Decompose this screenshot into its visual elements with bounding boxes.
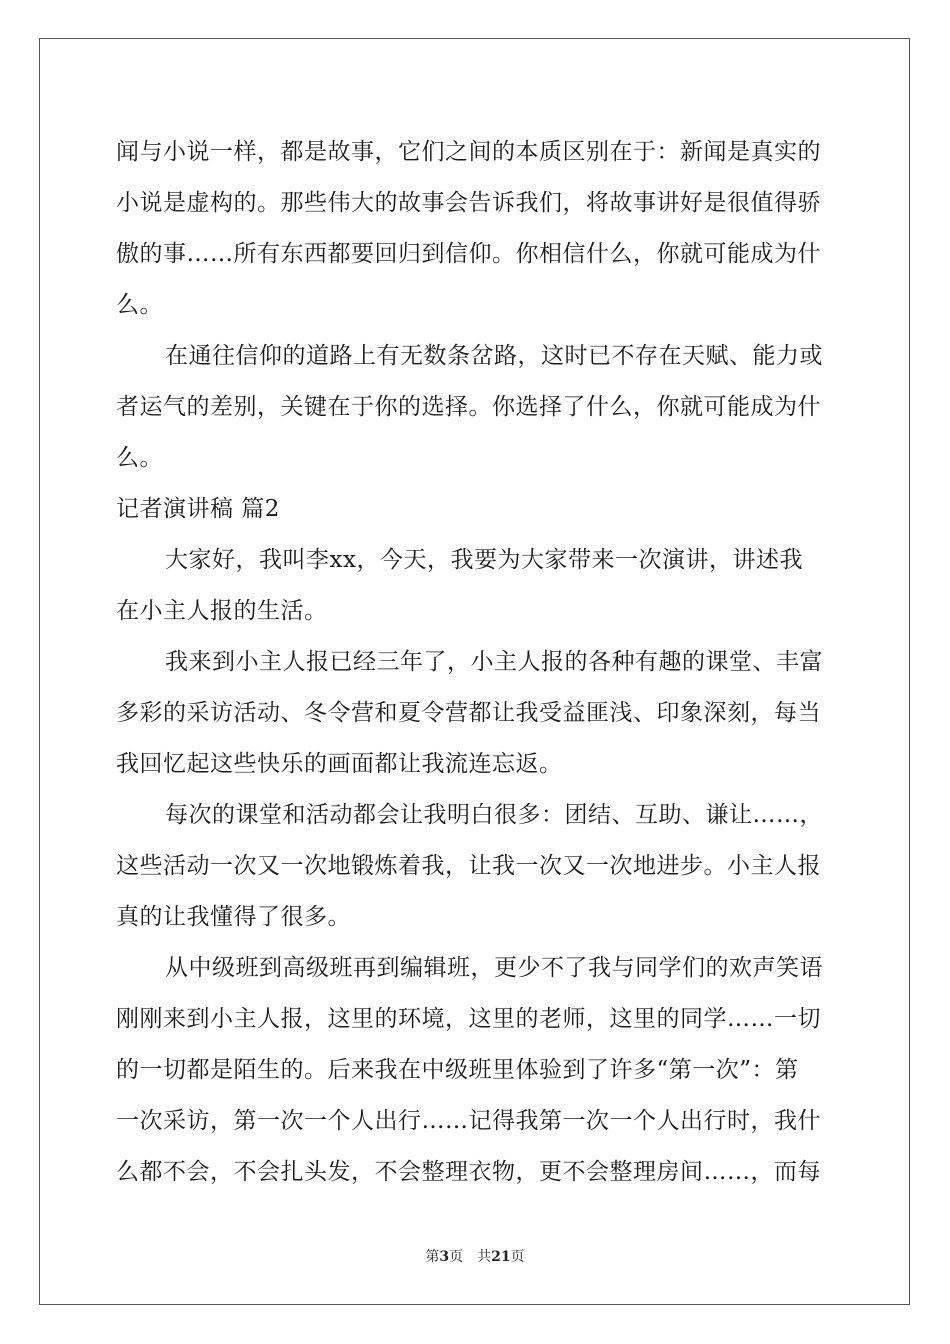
total-suffix: 页 [510, 1249, 525, 1265]
text-line: 么。 [116, 445, 163, 471]
paragraph [116, 331, 836, 484]
text-line: 刚刚来到小主人报，这里的环境，这里的老师，这里的同学……一切 [116, 1006, 821, 1032]
text-line: 闻与小说一样，都是故事，它们之间的本质区别在于：新闻是真实的 [116, 139, 821, 165]
text-line: 多彩的采访活动、冬令营和夏令营都让我受益匪浅、印象深刻，每当 [116, 700, 821, 726]
text-line: 么。 [116, 292, 163, 318]
text-line: 这些活动一次又一次地锻炼着我，让我一次又一次地进步。小主人报 [116, 853, 821, 879]
paragraph [116, 943, 836, 1198]
text-line: 小说是虚构的。那些伟大的故事会告诉我们，将故事讲好是很值得骄 [116, 190, 821, 216]
paragraph [116, 637, 836, 790]
paragraph [116, 790, 836, 943]
text-line: 大家好，我叫李xx，今天，我要为大家带来一次演讲，讲述我 [165, 547, 803, 573]
text-line: 从中级班到高级班再到编辑班，更少不了我与同学们的欢声笑语 [165, 955, 823, 981]
text-line: 的一切都是陌生的。后来我在中级班里体验到了许多“第一次”：第 [116, 1057, 799, 1083]
total-prefix: 共 [477, 1249, 492, 1265]
page-prefix: 第 [425, 1249, 440, 1265]
paragraph-continued [116, 127, 836, 331]
text-line: 么都不会，不会扎头发，不会整理衣物，更不会整理房间……，而每 [116, 1159, 821, 1185]
text-line: 我来到小主人报已经三年了，小主人报的各种有趣的课堂、丰富 [165, 649, 823, 675]
text-line: 者运气的差别，关键在于你的选择。你选择了什么，你就可能成为什 [116, 394, 821, 420]
text-line: 在通往信仰的道路上有无数条岔路，这时已不存在天赋、能力或 [165, 343, 823, 369]
paragraph [116, 535, 836, 637]
page-current: 3 [439, 1249, 450, 1265]
section-heading: 记者演讲稿 篇2 [116, 496, 280, 522]
text-line: 真的让我懂得了很多。 [116, 904, 351, 930]
text-line: 一次采访，第一次一个人出行……记得我第一次一个人出行时，我什 [116, 1108, 821, 1134]
page-suffix: 页 [449, 1249, 464, 1265]
text-line: 傲的事……所有东西都要回归到信仰。你相信什么，你就可能成为什 [116, 241, 821, 267]
text-line: 我回忆起这些快乐的画面都让我流连忘返。 [116, 751, 563, 777]
text-line: 每次的课堂和活动都会让我明白很多：团结、互助、谦让……， [165, 802, 823, 828]
page-total: 21 [491, 1249, 511, 1265]
document-body [116, 127, 836, 1198]
text-line: 在小主人报的生活。 [116, 598, 328, 624]
page-footer [0, 1246, 950, 1266]
